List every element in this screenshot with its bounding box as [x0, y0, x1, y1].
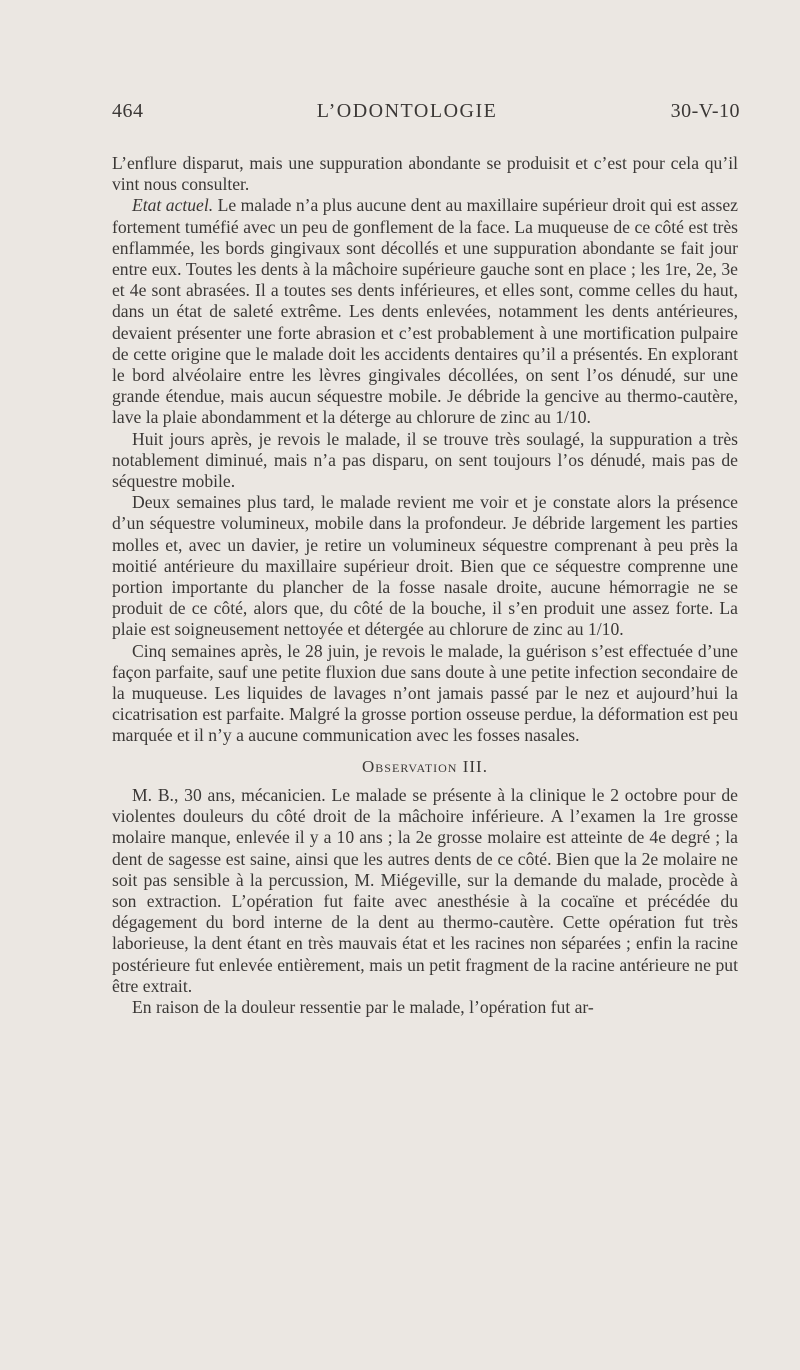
paragraph: L’enflure disparut, mais une suppuration abondante se produisit et c’est pour cela qu’il vint nous consulter.: [112, 153, 738, 195]
issue-date: 30-V-10: [670, 100, 740, 122]
section-heading: Observation III.: [362, 756, 488, 776]
paragraph-etat-actuel: [112, 195, 738, 428]
paragraph: Deux semaines plus tard, le malade revient me voir et je constate alors la présence d’un séquestre volumineux, mobile dans la profondeur. Je débride largement les parties molles et, avec un davier, je retire un volumineux séquestre comprenant à peu près la moitié antérieure du maxillaire supérieur droit. Bien que ce séquestre comprenne une portion importante du plancher de la fosse nasale droite, aucune hémorragie ne se produit de ce côté, alors que, du côté de la bouche, il s’en produit une assez forte. La plaie est soigneusement nettoyée et détergée au chlorure de zinc au 1/10.: [112, 492, 738, 640]
page-number: 464: [112, 100, 144, 122]
etat-actuel-label: Etat actuel.: [132, 195, 214, 216]
paragraph: Cinq semaines après, le 28 juin, je revois le malade, la guérison s’est effectuée d’une façon parfaite, sauf une petite fluxion due sans doute à une petite infection secondaire de la muqueuse. Les liquides de lavages n’ont jamais passé par le nez et aujourd’hui la cicatrisation est parfaite. Malgré la grosse portion osseuse perdue, la déformation est peu marquée et il n’y a aucune communication avec les fosses nasales.: [112, 640, 738, 746]
paragraph: M. B., 30 ans, mécanicien. Le malade se présente à la clinique le 2 octobre pour de violentes douleurs du côté droit de la mâchoire inférieure. A l’examen la 1re grosse molaire manque, enlevée il y a 10 ans ; la 2e grosse molaire est atteinte de 4e degré ; la dent de sagesse est saine, ainsi que les autres dents de ce côté. Bien que la 2e molaire ne soit pas sensible à la percussion, M. Miégeville, sur la demande du malade, procède à son extraction. L’opération fut faite avec anesthésie à la cocaïne et précédée du dégagement du bord interne de la dent au thermo-cautère. Cette opération fut très laborieuse, la dent étant en très mauvais état et les racines non séparées ; enfin la racine postérieure fut enlevée entièrement, mais un petit fragment de la racine antérieure ne put être extrait.: [112, 784, 738, 996]
body-text: [112, 153, 738, 1018]
running-title: L’ODONTOLOGIE: [316, 100, 498, 122]
paragraph: Huit jours après, je revois le malade, il se trouve très soulagé, la suppuration a très notablement diminué, mais n’a pas disparu, on sent toujours l’os dénudé, mais pas de séquestre mobile.: [112, 428, 738, 492]
running-header: [112, 100, 740, 123]
paragraph-text: Le malade n’a plus aucune dent au maxillaire supérieur droit qui est assez fortement tuméfié avec un peu de gonflement de la face. La muqueuse de ce côté est très enflammée, les bords gingivaux sont décollés et une suppuration abondante se fait jour entre eux. Toutes les dents à la mâchoire supérieure gauche sont en place ; les 1re, 2e, 3e et 4e sont abrasées. Il a toutes ses dents inférieures, et elles sont, comme celles du haut, dans un état de saleté extrême. Les dents enlevées, notamment les dents antérieures, devaient présenter une forte abrasion et c’est probablement à une mortification pulpaire de cette origine que le malade doit les accidents dentaires qu’il a présentés. En explorant le bord alvéolaire entre les lèvres gingivales décollées, on sent l’os dénudé, sur une grande étendue, mais aucun séquestre mobile. Je débride la gencive au thermo-cautère, lave la plaie abondamment et la déterge au chlorure de zinc au 1/10.: [112, 195, 738, 428]
paragraph: En raison de la douleur ressentie par le malade, l’opération fut ar-: [132, 996, 594, 1017]
